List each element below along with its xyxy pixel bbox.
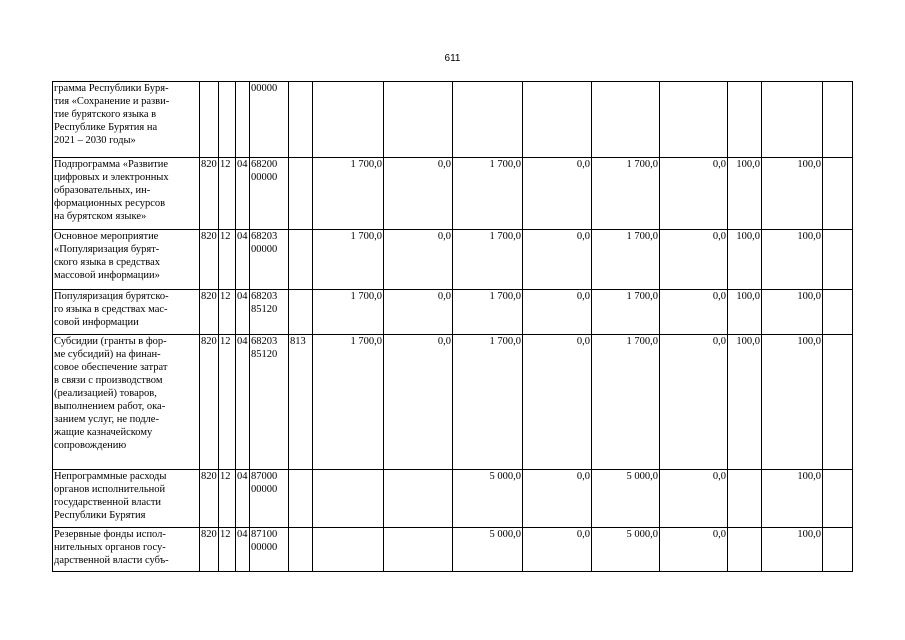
table-row xyxy=(53,528,853,572)
value-cell-1: 1 700,0 xyxy=(313,290,384,335)
value-cell-9 xyxy=(823,470,853,528)
expense-type-cell xyxy=(289,82,313,158)
row-name-cell-line: совое обеспечение затрат xyxy=(54,362,168,373)
section-code-cell: 12 xyxy=(219,470,236,528)
row-name-cell-line: тие бурятского языка в xyxy=(54,109,157,120)
row-name-cell-line: массовой информации» xyxy=(54,270,160,281)
target-article-cell xyxy=(250,230,289,290)
row-name-cell xyxy=(53,470,200,528)
row-name-cell xyxy=(53,528,200,572)
budget-table xyxy=(52,81,853,572)
target-article-cell-line: 00000 xyxy=(251,83,278,94)
target-article-cell-line: 87000 xyxy=(251,471,278,482)
ministry-code-cell: 820 xyxy=(200,470,219,528)
row-name-cell-line: формационных ресурсов xyxy=(54,198,166,209)
value-cell-2 xyxy=(384,82,453,158)
percent-cell-2 xyxy=(762,82,823,158)
percent-cell-1: 100,0 xyxy=(728,290,762,335)
ministry-code-cell xyxy=(200,82,219,158)
percent-cell-1: 100,0 xyxy=(728,230,762,290)
row-name-cell-line: выполнением работ, ока- xyxy=(54,401,166,412)
value-cell-9 xyxy=(823,158,853,230)
value-cell-5: 1 700,0 xyxy=(592,335,660,470)
row-name-cell xyxy=(53,158,200,230)
percent-cell-2: 100,0 xyxy=(762,335,823,470)
row-name-cell-line: Республики Бурятия xyxy=(54,510,146,521)
value-cell-9 xyxy=(823,528,853,572)
ministry-code-cell: 820 xyxy=(200,335,219,470)
value-cell-6: 0,0 xyxy=(660,470,728,528)
value-cell-4: 0,0 xyxy=(523,230,592,290)
row-name-cell-line: «Популяризация бурят- xyxy=(54,244,160,255)
target-article-cell xyxy=(250,528,289,572)
target-article-cell-line: 85120 xyxy=(251,304,278,315)
value-cell-1 xyxy=(313,82,384,158)
section-code-cell: 12 xyxy=(219,290,236,335)
row-name-cell-line: Резервные фонды испол- xyxy=(54,529,166,540)
row-name-cell-line: Подпрограмма «Развитие xyxy=(54,159,169,170)
row-name-cell xyxy=(53,230,200,290)
value-cell-5: 1 700,0 xyxy=(592,290,660,335)
row-name-cell xyxy=(53,335,200,470)
row-name-cell-line: го языка в средствах мас- xyxy=(54,304,168,315)
row-name-cell-line: Основное мероприятие xyxy=(54,231,159,242)
value-cell-1: 1 700,0 xyxy=(313,335,384,470)
value-cell-5: 5 000,0 xyxy=(592,528,660,572)
row-name-cell-line: (реализацией) товаров, xyxy=(54,388,157,399)
value-cell-6: 0,0 xyxy=(660,158,728,230)
page-number: 611 xyxy=(444,53,461,64)
value-cell-1: 1 700,0 xyxy=(313,230,384,290)
row-name-cell-line: государственной власти xyxy=(54,497,162,508)
table-row xyxy=(53,230,853,290)
target-article-cell xyxy=(250,290,289,335)
ministry-code-cell: 820 xyxy=(200,290,219,335)
value-cell-5: 1 700,0 xyxy=(592,158,660,230)
target-article-cell xyxy=(250,158,289,230)
percent-cell-1: 100,0 xyxy=(728,335,762,470)
table-row xyxy=(53,470,853,528)
row-name-cell-line: тия «Сохранение и разви- xyxy=(54,96,170,107)
row-name-cell-line: образовательных, ин- xyxy=(54,185,151,196)
target-article-cell xyxy=(250,335,289,470)
value-cell-6: 0,0 xyxy=(660,335,728,470)
subsection-code-cell: 04 xyxy=(236,335,250,470)
row-name-cell xyxy=(53,290,200,335)
value-cell-3: 1 700,0 xyxy=(453,158,523,230)
row-name-cell-line: Республике Бурятия на xyxy=(54,122,158,133)
value-cell-6: 0,0 xyxy=(660,290,728,335)
table-body xyxy=(53,82,853,572)
value-cell-6: 0,0 xyxy=(660,230,728,290)
expense-type-cell xyxy=(289,470,313,528)
value-cell-2: 0,0 xyxy=(384,335,453,470)
row-name-cell-line: в связи с производством xyxy=(54,375,163,386)
row-name-cell-line: органов исполнительной xyxy=(54,484,166,495)
value-cell-2: 0,0 xyxy=(384,230,453,290)
target-article-cell xyxy=(250,82,289,158)
percent-cell-2: 100,0 xyxy=(762,470,823,528)
row-name-cell-line: занием услуг, не подле- xyxy=(54,414,159,425)
value-cell-4: 0,0 xyxy=(523,528,592,572)
row-name-cell-line: дарственной власти субъ- xyxy=(54,555,169,566)
section-code-cell: 12 xyxy=(219,335,236,470)
value-cell-3: 1 700,0 xyxy=(453,335,523,470)
target-article-cell-line: 68200 xyxy=(251,159,278,170)
section-code-cell: 12 xyxy=(219,528,236,572)
row-name-cell-line: 2021 – 2030 годы» xyxy=(54,135,136,146)
value-cell-5: 1 700,0 xyxy=(592,230,660,290)
target-article-cell-line: 00000 xyxy=(251,484,278,495)
target-article-cell-line: 00000 xyxy=(251,542,278,553)
table-row xyxy=(53,82,853,158)
subsection-code-cell: 04 xyxy=(236,470,250,528)
value-cell-2 xyxy=(384,528,453,572)
percent-cell-2: 100,0 xyxy=(762,158,823,230)
target-article-cell-line: 87100 xyxy=(251,529,278,540)
row-name-cell-line: на бурятском языке» xyxy=(54,211,147,222)
row-name-cell-line: сопровождению xyxy=(54,440,127,451)
expense-type-cell: 813 xyxy=(289,335,313,470)
value-cell-1 xyxy=(313,528,384,572)
value-cell-2: 0,0 xyxy=(384,290,453,335)
target-article-cell-line: 68203 xyxy=(251,231,278,242)
table-row xyxy=(53,158,853,230)
section-code-cell xyxy=(219,82,236,158)
row-name-cell-line: совой информации xyxy=(54,317,139,328)
ministry-code-cell: 820 xyxy=(200,528,219,572)
table-row xyxy=(53,290,853,335)
value-cell-9 xyxy=(823,290,853,335)
row-name-cell-line: Популяризация бурятско- xyxy=(54,291,169,302)
value-cell-5: 5 000,0 xyxy=(592,470,660,528)
ministry-code-cell: 820 xyxy=(200,230,219,290)
expense-type-cell xyxy=(289,290,313,335)
expense-type-cell xyxy=(289,528,313,572)
value-cell-3: 1 700,0 xyxy=(453,290,523,335)
percent-cell-1 xyxy=(728,528,762,572)
percent-cell-2: 100,0 xyxy=(762,230,823,290)
target-article-cell xyxy=(250,470,289,528)
row-name-cell-line: ме субсидий) на финан- xyxy=(54,349,161,360)
row-name-cell-line: Непрограммные расходы xyxy=(54,471,167,482)
value-cell-9 xyxy=(823,230,853,290)
subsection-code-cell: 04 xyxy=(236,230,250,290)
value-cell-3: 1 700,0 xyxy=(453,230,523,290)
percent-cell-2: 100,0 xyxy=(762,528,823,572)
percent-cell-1 xyxy=(728,470,762,528)
row-name-cell-line: грамма Республики Буря- xyxy=(54,83,169,94)
subsection-code-cell: 04 xyxy=(236,290,250,335)
row-name-cell-line: ского языка в средствах xyxy=(54,257,160,268)
value-cell-3: 5 000,0 xyxy=(453,528,523,572)
value-cell-2: 0,0 xyxy=(384,158,453,230)
expense-type-cell xyxy=(289,230,313,290)
value-cell-1 xyxy=(313,470,384,528)
target-article-cell-line: 68203 xyxy=(251,336,278,347)
subsection-code-cell: 04 xyxy=(236,158,250,230)
value-cell-2 xyxy=(384,470,453,528)
value-cell-9 xyxy=(823,335,853,470)
target-article-cell-line: 68203 xyxy=(251,291,278,302)
subsection-code-cell: 04 xyxy=(236,528,250,572)
value-cell-6 xyxy=(660,82,728,158)
ministry-code-cell: 820 xyxy=(200,158,219,230)
section-code-cell: 12 xyxy=(219,158,236,230)
value-cell-6: 0,0 xyxy=(660,528,728,572)
target-article-cell-line: 00000 xyxy=(251,244,278,255)
row-name-cell-line: нительных органов госу- xyxy=(54,542,166,553)
value-cell-1: 1 700,0 xyxy=(313,158,384,230)
percent-cell-1: 100,0 xyxy=(728,158,762,230)
target-article-cell-line: 00000 xyxy=(251,172,278,183)
target-article-cell-line: 85120 xyxy=(251,349,278,360)
row-name-cell-line: Субсидии (гранты в фор- xyxy=(54,336,167,347)
table-row xyxy=(53,335,853,470)
expense-type-cell xyxy=(289,158,313,230)
row-name-cell xyxy=(53,82,200,158)
value-cell-4: 0,0 xyxy=(523,158,592,230)
value-cell-4 xyxy=(523,82,592,158)
section-code-cell: 12 xyxy=(219,230,236,290)
value-cell-4: 0,0 xyxy=(523,335,592,470)
percent-cell-2: 100,0 xyxy=(762,290,823,335)
row-name-cell-line: цифровых и электронных xyxy=(54,172,169,183)
value-cell-3: 5 000,0 xyxy=(453,470,523,528)
percent-cell-1 xyxy=(728,82,762,158)
value-cell-4: 0,0 xyxy=(523,470,592,528)
value-cell-4: 0,0 xyxy=(523,290,592,335)
subsection-code-cell xyxy=(236,82,250,158)
value-cell-3 xyxy=(453,82,523,158)
row-name-cell-line: жащие казначейскому xyxy=(54,427,153,438)
value-cell-9 xyxy=(823,82,853,158)
value-cell-5 xyxy=(592,82,660,158)
